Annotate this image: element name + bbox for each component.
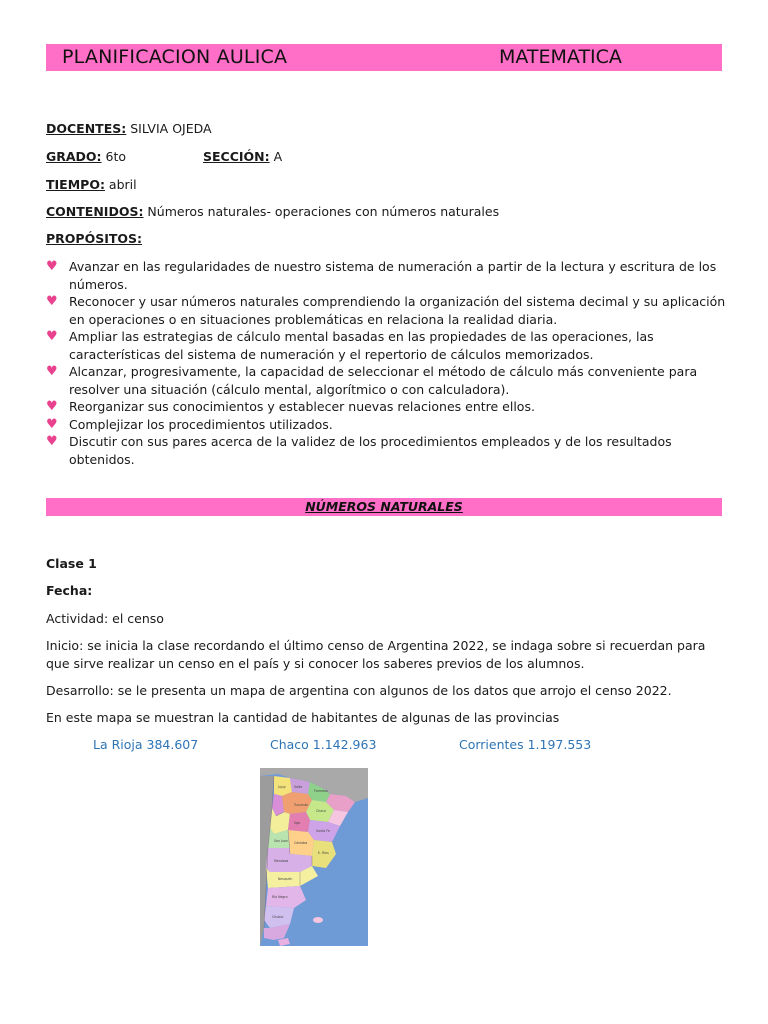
tiempo-value: abril bbox=[104, 177, 137, 192]
seccion-value: A bbox=[269, 149, 283, 164]
svg-text:Santa Fe: Santa Fe bbox=[316, 829, 330, 833]
svg-text:Jujuy: Jujuy bbox=[278, 785, 286, 789]
provincia-corrientes: Corrientes 1.197.553 bbox=[459, 737, 592, 752]
heart-icon: ♥ bbox=[46, 399, 58, 414]
propositos-line bbox=[46, 231, 142, 246]
svg-text:Sgo: Sgo bbox=[294, 821, 300, 825]
subject-title: MATEMATICA bbox=[499, 46, 622, 68]
grado-label: GRADO: bbox=[46, 149, 102, 164]
heart-icon: ♥ bbox=[46, 329, 58, 344]
tiempo-line bbox=[46, 177, 137, 192]
list-item: ♥ Ampliar las estrategias de cálculo mental basadas en las propiedades de las operaciones, las características del sistema de numeración y el repertorio de cálculos memorizados. bbox=[46, 329, 654, 362]
svg-text:E. Ríos: E. Ríos bbox=[318, 851, 329, 855]
svg-text:Mendoza: Mendoza bbox=[274, 859, 289, 863]
inicio-text: Inicio: se inicia la clase recordando el último censo de Argentina 2022, se indaga sobre si recuerdan para que sirve realizar un censo en el país y si conocer los saberes previos de los alumnos. bbox=[46, 638, 706, 671]
contenidos-value: Números naturales- operaciones con números naturales bbox=[143, 204, 500, 219]
heart-icon: ♥ bbox=[46, 259, 58, 274]
svg-text:Neuquén: Neuquén bbox=[278, 877, 293, 881]
heart-icon: ♥ bbox=[46, 294, 58, 309]
propositos-list bbox=[46, 258, 736, 468]
heart-icon: ♥ bbox=[46, 434, 58, 449]
document-title: PLANIFICACION AULICA bbox=[62, 46, 288, 68]
provincia-la-rioja: La Rioja 384.607 bbox=[93, 737, 199, 752]
docentes-line bbox=[46, 121, 212, 136]
list-item: ♥ Discutir con sus pares acerca de la validez de los procedimientos empleados y de los resultados obtenidos. bbox=[46, 434, 672, 467]
grado-value: 6to bbox=[101, 149, 127, 164]
actividad-text: Actividad: el censo bbox=[46, 611, 164, 626]
svg-text:Córdoba: Córdoba bbox=[294, 841, 308, 845]
docentes-value: SILVIA OJEDA bbox=[126, 121, 212, 136]
mapa-intro-text: En este mapa se muestran la cantidad de habitantes de algunas de las provincias bbox=[46, 710, 560, 725]
argentina-map-image bbox=[260, 768, 368, 946]
desarrollo-text: Desarrollo: se le presenta un mapa de argentina con algunos de los datos que arrojo el censo 2022. bbox=[46, 683, 672, 698]
heart-icon: ♥ bbox=[46, 364, 58, 379]
fecha-label: Fecha: bbox=[46, 583, 93, 598]
svg-text:Salta: Salta bbox=[294, 785, 303, 789]
svg-text:Chubut: Chubut bbox=[272, 915, 284, 919]
docentes-label: DOCENTES: bbox=[46, 121, 127, 136]
list-item: ♥ Avanzar en las regularidades de nuestro sistema de numeración a partir de la lectura y escritura de los números. bbox=[46, 259, 717, 292]
provincia-chaco: Chaco 1.142.963 bbox=[270, 737, 377, 752]
clase-title: Clase 1 bbox=[46, 556, 97, 571]
seccion-line bbox=[203, 149, 282, 164]
svg-text:Río Negro: Río Negro bbox=[272, 895, 288, 899]
tiempo-label: TIEMPO: bbox=[46, 177, 105, 192]
header-band bbox=[46, 44, 722, 71]
svg-text:San Juan: San Juan bbox=[274, 839, 288, 843]
svg-text:Tucumán: Tucumán bbox=[294, 803, 309, 807]
svg-text:Formosa: Formosa bbox=[314, 789, 328, 793]
grado-line bbox=[46, 149, 126, 164]
contenidos-line bbox=[46, 204, 499, 219]
seccion-label: SECCIÓN: bbox=[203, 149, 270, 164]
list-item: ♥ Alcanzar, progresivamente, la capacidad de seleccionar el método de cálculo más conveniente para resolver una situación (cálculo mental, algorítmico o con calculadora). bbox=[46, 364, 698, 397]
list-item: ♥ Reorganizar sus conocimientos y establecer nuevas relaciones entre ellos. bbox=[46, 399, 535, 414]
svg-text:Chaco: Chaco bbox=[316, 809, 326, 813]
list-item: ♥ Complejizar los procedimientos utilizados. bbox=[46, 416, 333, 432]
section-title: NÚMEROS NATURALES bbox=[305, 499, 463, 514]
contenidos-label: CONTENIDOS: bbox=[46, 204, 144, 219]
section-band bbox=[46, 498, 722, 516]
list-item: ♥ Reconocer y usar números naturales comprendiendo la organización del sistema decimal y su aplicación en operaciones o en situaciones problemáticas en relaciona la realidad diaria. bbox=[46, 294, 726, 327]
heart-icon: ♥ bbox=[46, 416, 58, 432]
propositos-label: PROPÓSITOS: bbox=[46, 231, 143, 246]
